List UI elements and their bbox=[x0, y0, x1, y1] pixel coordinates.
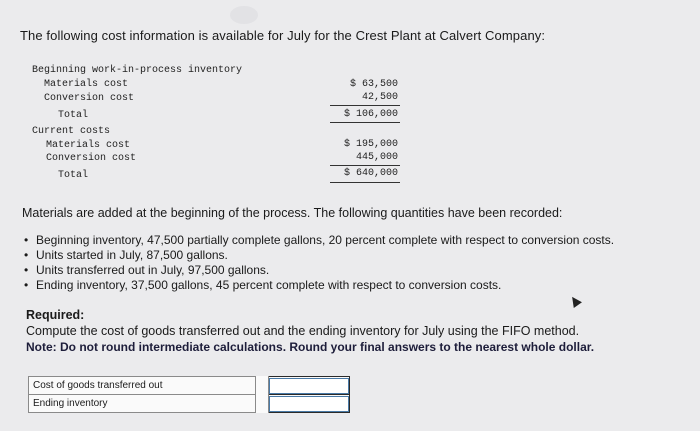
ending-inventory-label: Ending inventory bbox=[29, 395, 256, 413]
bwip-total-rule bbox=[330, 122, 400, 123]
bwip-total-label: Total bbox=[58, 110, 89, 121]
required-text: Compute the cost of goods transferred out and the ending inventory for July using the FIFO method. bbox=[26, 324, 580, 338]
bwip-materials-value: $ 63,500 bbox=[349, 79, 398, 90]
cell-gap bbox=[256, 377, 269, 395]
table-row bbox=[29, 395, 350, 413]
ending-inventory-cell bbox=[269, 395, 350, 413]
mouse-cursor-icon bbox=[568, 294, 582, 308]
cur-total-rule bbox=[330, 182, 400, 183]
page-smudge bbox=[230, 6, 258, 24]
quantity-list bbox=[22, 233, 614, 293]
cur-materials-value: $ 195,000 bbox=[343, 139, 398, 150]
cur-materials-label: Materials cost bbox=[46, 140, 131, 151]
cur-conversion-label: Conversion cost bbox=[46, 153, 137, 164]
list-item: • Units transferred out in July, 97,500 gallons. bbox=[22, 263, 614, 278]
bwip-materials-label: Materials cost bbox=[44, 79, 129, 90]
required-heading: Required: bbox=[26, 308, 85, 322]
cell-gap bbox=[256, 395, 269, 413]
ending-inventory-input[interactable] bbox=[269, 396, 349, 412]
bwip-subtotal-rule bbox=[330, 105, 400, 106]
list-item: • Units started in July, 87,500 gallons. bbox=[22, 248, 614, 263]
cur-conversion-value: 445,000 bbox=[355, 152, 398, 163]
cost-transferred-cell bbox=[269, 377, 350, 395]
materials-note: Materials are added at the beginning of the process. The following quantities have been recorded: bbox=[22, 206, 563, 220]
beginning-wip-label: Beginning work-in-process inventory bbox=[32, 65, 243, 76]
bwip-conversion-value: 42,500 bbox=[361, 92, 398, 103]
table-row bbox=[29, 377, 350, 395]
cost-transferred-label: Cost of goods transferred out bbox=[29, 377, 256, 395]
current-costs-label: Current costs bbox=[32, 126, 111, 137]
problem-intro: The following cost information is available for July for the Crest Plant at Calvert Company: bbox=[20, 28, 546, 43]
cost-transferred-input[interactable] bbox=[269, 378, 349, 394]
cur-total-label: Total bbox=[58, 170, 89, 181]
list-item: • Ending inventory, 37,500 gallons, 45 percent complete with respect to conversion costs. bbox=[22, 278, 614, 293]
bwip-conversion-label: Conversion cost bbox=[44, 93, 135, 104]
bwip-total-value: $ 106,000 bbox=[343, 109, 398, 120]
cur-total-value: $ 640,000 bbox=[343, 168, 398, 179]
rounding-note: Note: Do not round intermediate calculations. Round your final answers to the nearest whole dollar. bbox=[26, 340, 595, 354]
list-item: • Beginning inventory, 47,500 partially complete gallons, 20 percent complete with respect to conversion costs. bbox=[22, 233, 614, 248]
cur-subtotal-rule bbox=[330, 165, 400, 166]
answer-table bbox=[28, 376, 350, 413]
